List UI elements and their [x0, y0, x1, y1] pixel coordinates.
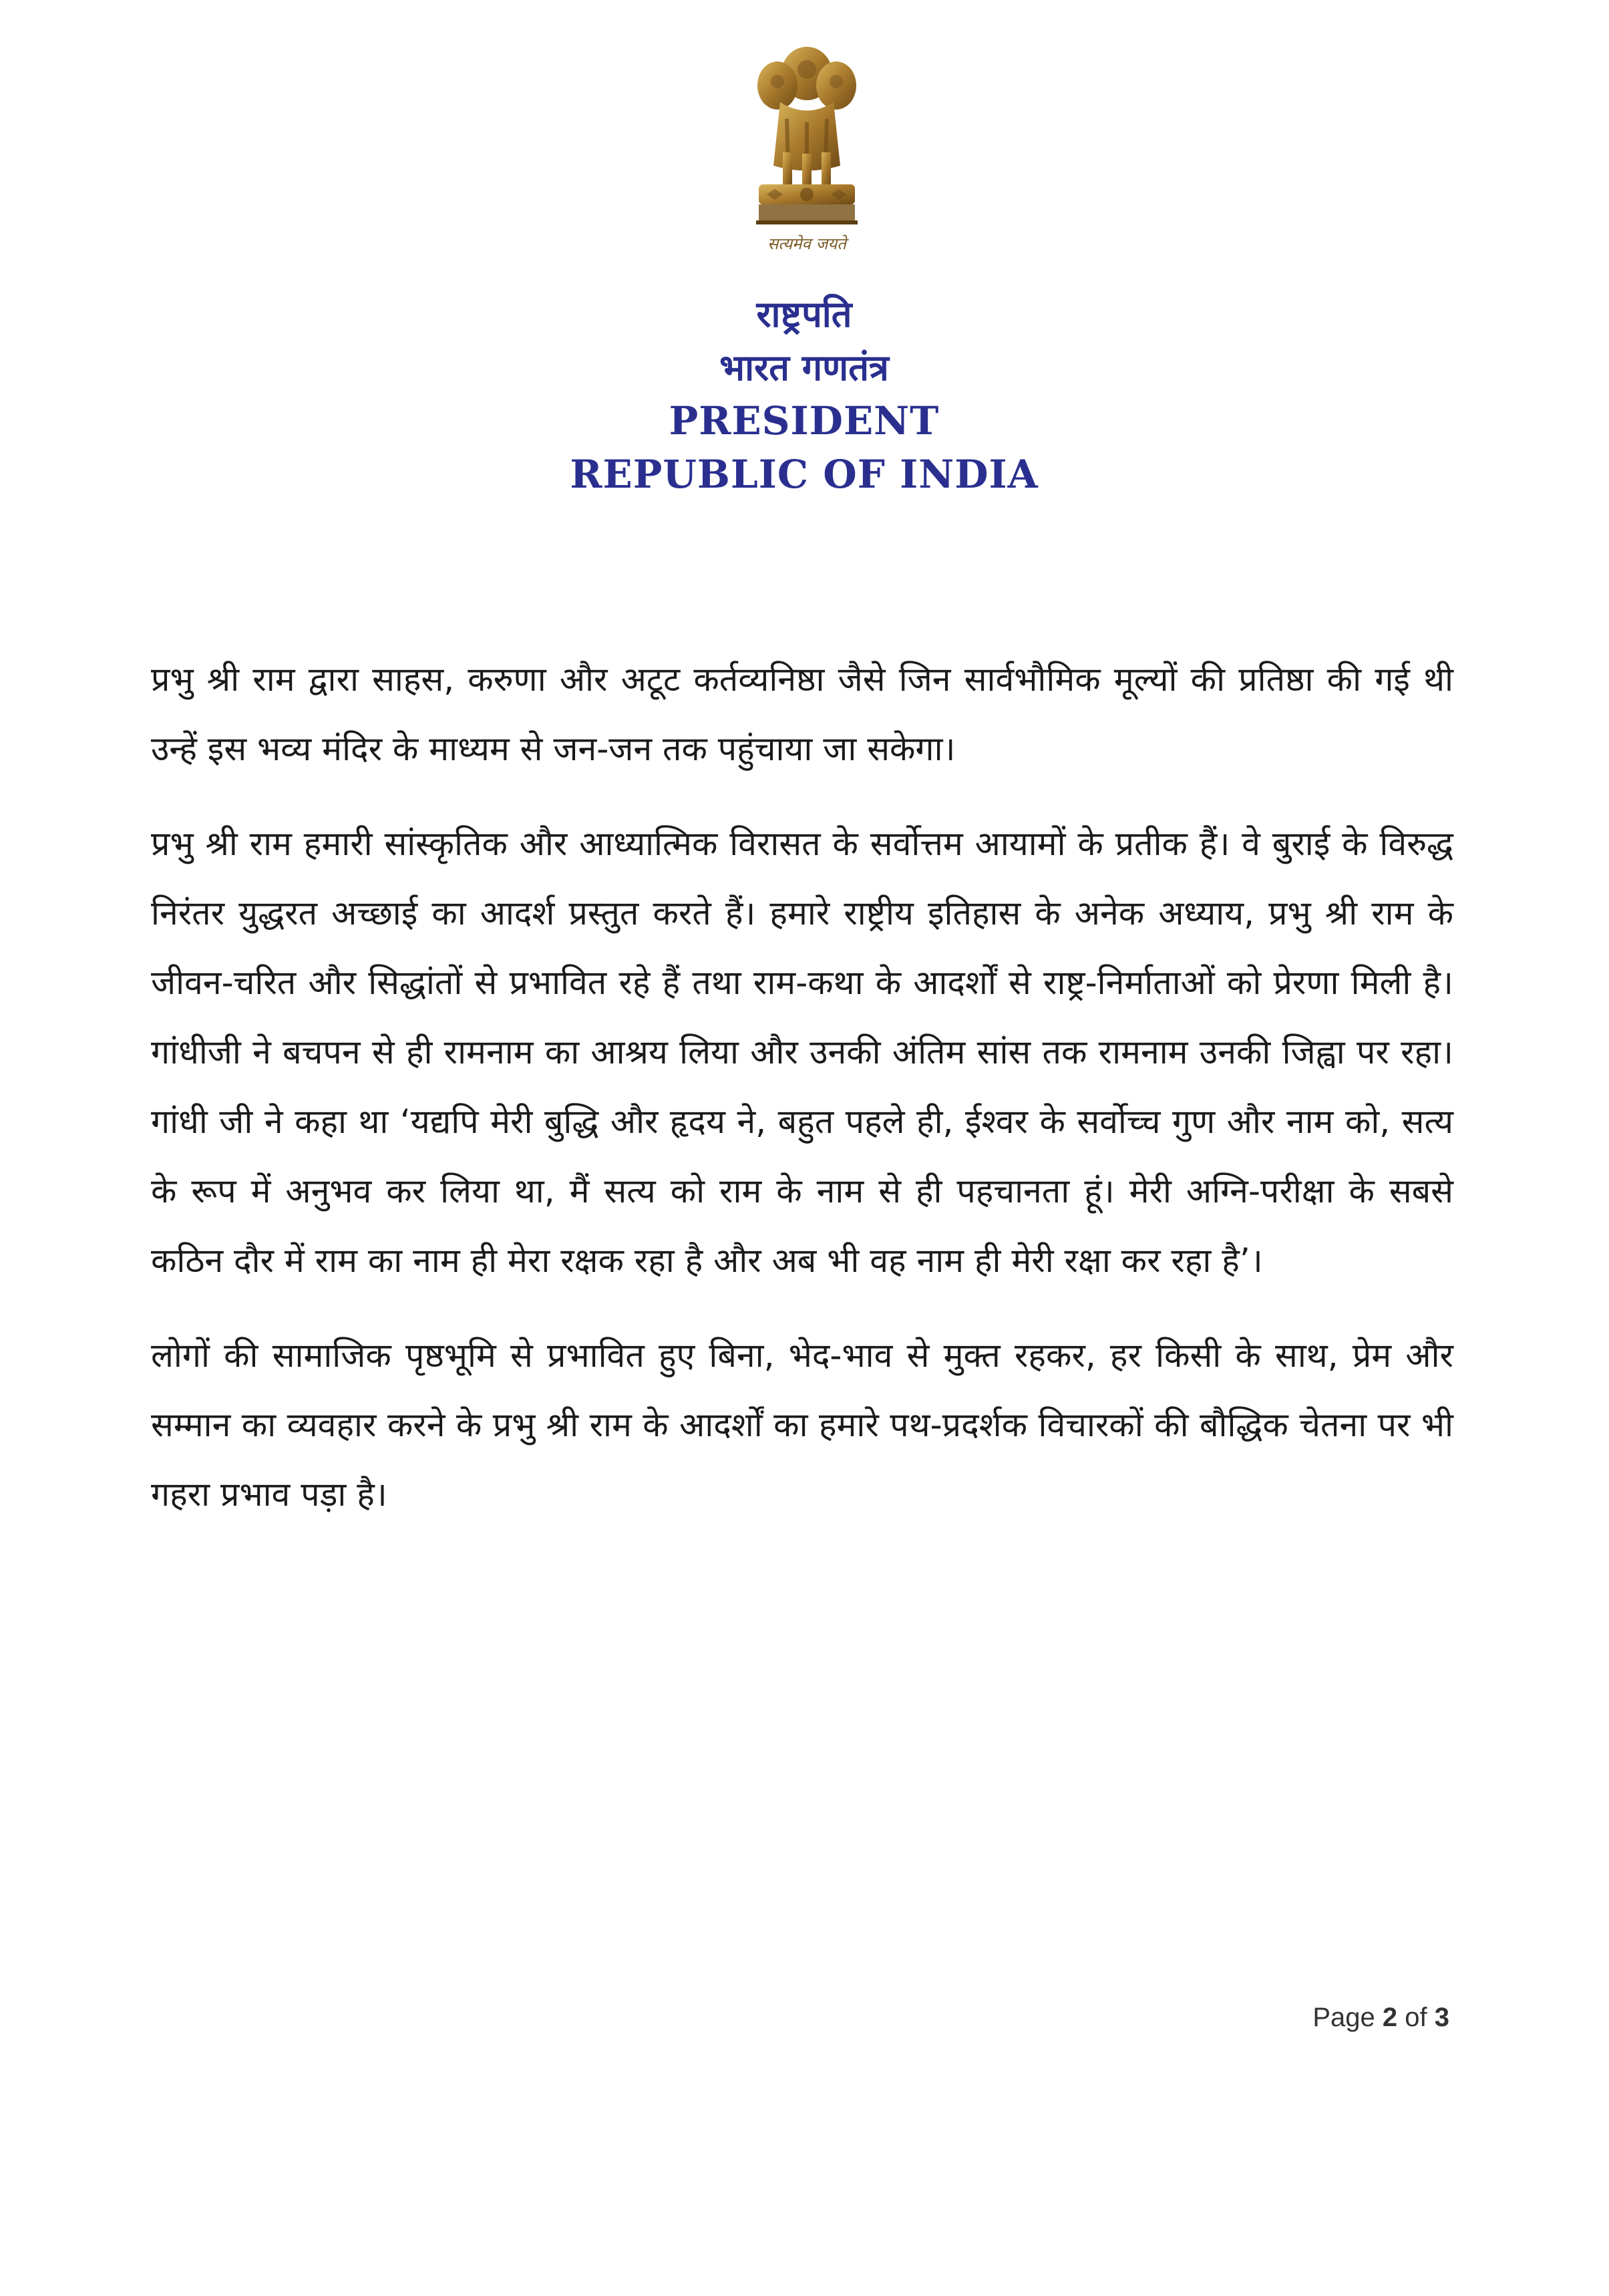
letter-body [151, 645, 1453, 1554]
of-label: of [1405, 2003, 1427, 2032]
emblem-motto: सत्यमेव जयते [767, 234, 846, 253]
total-pages: 3 [1434, 2003, 1449, 2032]
page-number [1269, 2003, 1449, 2033]
title-hindi: राष्ट्रपति [756, 293, 852, 335]
page-label: Page [1312, 2003, 1375, 2032]
paragraph: प्रभु श्री राम द्वारा साहस, करुणा और अटूट कर्तव्यनिष्ठा जैसे जिन सार्वभौमिक मूल्यों की प्रतिष्ठा की गई थी उन्हें इस भव्य मंदिर के माध्यम से जन-जन तक पहुंचाया जा सकेगा। [151, 660, 1453, 768]
current-page: 2 [1382, 2003, 1398, 2032]
letterhead-title-block [470, 287, 1138, 501]
paragraph: लोगों की सामाजिक पृष्ठभूमि से प्रभावित हुए बिना, भेद-भाव से मुक्त रहकर, हर किसी के साथ, प्रेम और सम्मान का व्यवहार करने के प्रभु श्री राम के आदर्शों का हमारे पथ-प्रदर्शक विचारकों की बौद्धिक चेतना पर भी गहरा प्रभाव पड़ा है। [151, 1336, 1453, 1514]
state-emblem-icon [740, 39, 874, 266]
title-english: PRESIDENT [669, 398, 940, 444]
subtitle-english: REPUBLIC OF INDIA [570, 452, 1039, 497]
paragraph: प्रभु श्री राम हमारी सांस्कृतिक और आध्यात्मिक विरासत के सर्वोत्तम आयामों के प्रतीक हैं। वे बुराई के विरुद्ध निरंतर युद्धरत अच्छाई का आदर्श प्रस्तुत करते हैं। हमारे राष्ट्रीय इतिहास के अनेक अध्याय, प्रभु श्री राम के जीवन-चरित और सिद्धांतों से प्रभावित रहे हैं तथा राम-कथा के आदर्शों से राष्ट्र-निर्माताओं को प्रेरणा मिली है। गांधीजी ने बचपन से ही रामनाम का आश्रय लिया और उनकी अंतिम सांस तक रामनाम उनकी जिह्वा पर रहा। गांधी जी ने कहा था ‘यद्यपि मेरी बुद्धि और हृदय ने, बहुत पहले ही, ईश्वर के सर्वोच्च गुण और नाम को, सत्य के रूप में अनुभव कर लिया था, मैं सत्य को राम के नाम से ही पहचानता हूं। मेरी अग्नि-परीक्षा के सबसे कठिन दौर में राम का नाम ही मेरा रक्षक रहा है और अब भी वह नाम ही मेरी रक्षा कर रहा है’। [151, 824, 1453, 1280]
subtitle-hindi: भारत गणतंत्र [719, 346, 889, 389]
